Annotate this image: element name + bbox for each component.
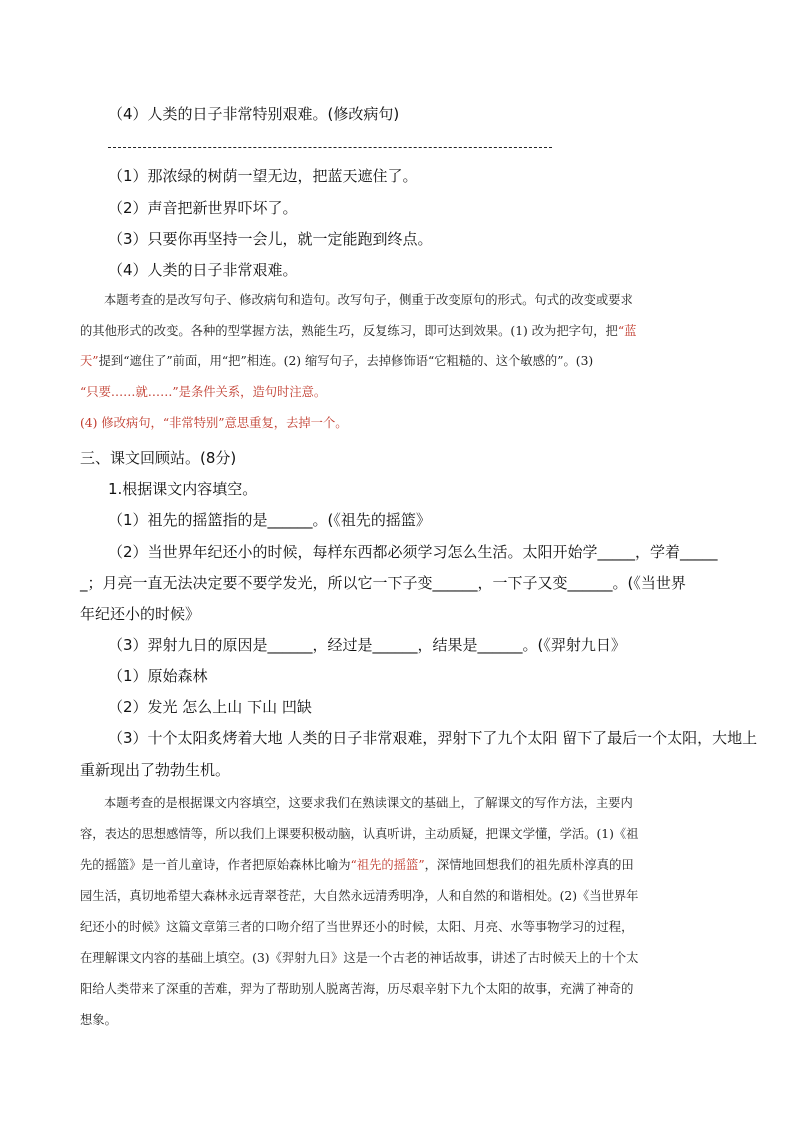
fill-in-item-1: （1）祖先的摇篮指的是______。(《祖先的摇篮》 — [108, 511, 431, 529]
section-3-title: 三、课文回顾站。(8分) — [80, 449, 237, 467]
answer-line-2: （2）声音把新世界吓坏了。 — [108, 199, 298, 217]
question-4-prompt: （4）人类的日子非常特别艰难。(修改病句) — [108, 105, 400, 123]
fill-in-item-3: （3）羿射九日的原因是______，经过是______，结果是______。(《羿射九日》 — [108, 636, 626, 654]
answer-blank-line — [108, 147, 552, 148]
answer-line-4: （4）人类的日子非常艰难。 — [108, 261, 298, 279]
answer-line-1: （1）那浓绿的树荫一望无边，把蓝天遮住了。 — [108, 167, 418, 185]
section-3-answer-2: （2）发光 怎么上山 下山 凹缺 — [108, 698, 312, 716]
section-3-question-1: 1.根据课文内容填空。 — [108, 480, 258, 498]
answer-line-3: （3）只要你再坚持一会儿，就一定能跑到终点。 — [108, 230, 433, 248]
section-3-answer-1: （1）原始森林 — [108, 667, 208, 685]
